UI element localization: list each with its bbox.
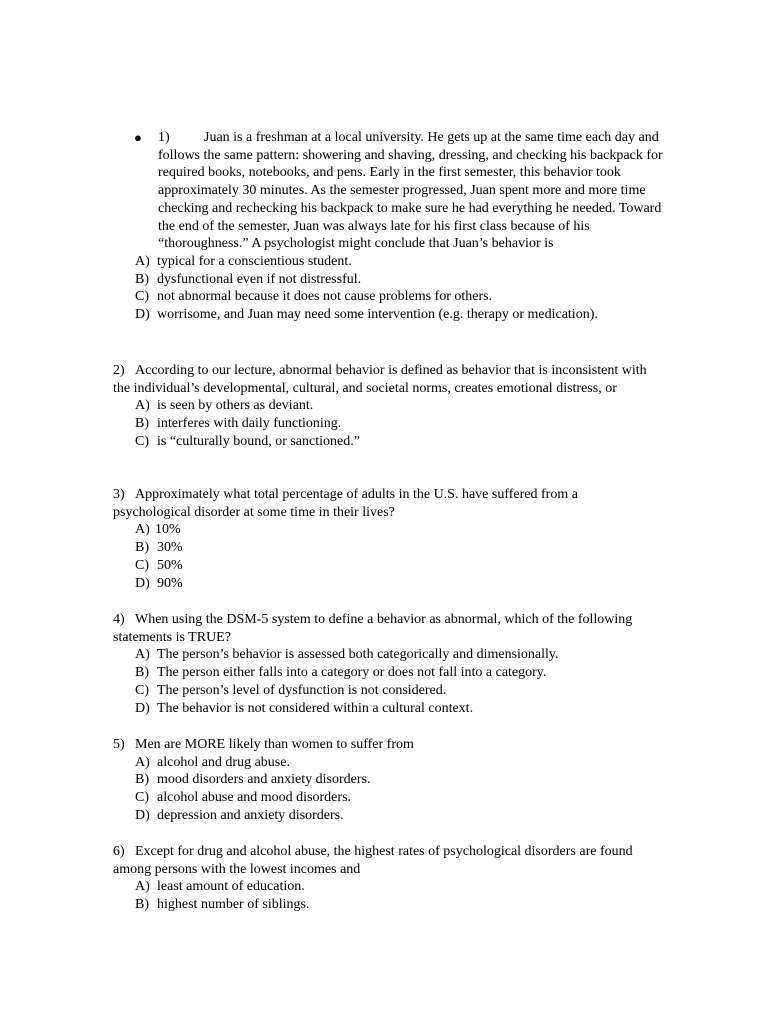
question-text: According to our lecture, abnormal behavior is defined as behavior that is inconsistent with the individual’s developmental, cultural, and societal norms, creates emotional distress, or	[113, 363, 647, 396]
question-2	[113, 362, 653, 451]
question-number: 5)	[113, 737, 125, 752]
question-1	[113, 129, 673, 324]
option-b	[135, 271, 673, 289]
option-text: 30%	[157, 540, 183, 556]
question-number: 1)	[158, 130, 170, 145]
option-label: C)	[135, 682, 149, 698]
option-label: C)	[135, 790, 149, 806]
option-b	[135, 896, 658, 914]
option-a	[135, 253, 673, 271]
question-text: Except for drug and alcohol abuse, the highest rates of psychological disorders are found among persons with the lowest incomes and	[113, 844, 633, 877]
option-c	[135, 557, 653, 575]
question-stem	[113, 843, 658, 878]
question-stem	[113, 611, 653, 646]
question-number: 2)	[113, 363, 125, 378]
question-stem	[113, 486, 653, 521]
option-c	[135, 433, 653, 451]
option-label: B)	[135, 665, 149, 681]
option-label: D)	[135, 575, 150, 591]
option-label: B)	[135, 271, 149, 287]
question-stem	[113, 362, 653, 397]
option-label: A)	[135, 647, 150, 663]
question-number: 6)	[113, 844, 125, 859]
option-label: C)	[135, 433, 149, 449]
question-6	[113, 843, 658, 914]
option-label: C)	[135, 557, 149, 573]
option-text: dysfunctional even if not distressful.	[157, 271, 362, 287]
option-text: The behavior is not considered within a cultural context.	[157, 700, 474, 716]
option-text: least amount of education.	[157, 879, 305, 895]
question-text: When using the DSM-5 system to define a behavior as abnormal, which of the following statements is TRUE?	[113, 612, 633, 645]
option-text: mood disorders and anxiety disorders.	[157, 772, 371, 788]
option-label: A)	[135, 253, 150, 269]
question-number: 4)	[113, 612, 125, 627]
question-text: Men are MORE likely than women to suffer from	[135, 737, 414, 752]
option-label: C)	[135, 289, 149, 305]
option-label: B)	[135, 897, 149, 913]
option-d	[135, 700, 653, 718]
option-label: D)	[135, 307, 150, 323]
option-label: A)	[135, 522, 150, 538]
option-label: B)	[135, 540, 149, 556]
option-label: A)	[135, 754, 150, 770]
option-label: A)	[135, 879, 150, 895]
option-list	[135, 397, 653, 450]
question-number: 3)	[113, 487, 125, 502]
option-a	[135, 646, 653, 664]
option-a	[135, 878, 658, 896]
option-text: 10%	[155, 522, 181, 538]
option-text: not abnormal because it does not cause problems for others.	[157, 289, 493, 305]
option-text: The person’s level of dysfunction is not considered.	[157, 682, 447, 698]
option-b	[135, 415, 653, 433]
option-text: alcohol abuse and mood disorders.	[157, 790, 352, 806]
option-a	[135, 521, 653, 539]
option-list	[135, 754, 653, 825]
option-a	[135, 754, 653, 772]
option-text: highest number of siblings.	[157, 897, 310, 913]
option-b	[135, 771, 653, 789]
question-3	[113, 486, 653, 592]
option-a	[135, 397, 653, 415]
option-list	[135, 521, 653, 592]
option-text: The person either falls into a category or does not fall into a category.	[157, 665, 547, 681]
option-text: worrisome, and Juan may need some intervention (e.g. therapy or medication).	[157, 307, 598, 323]
option-text: typical for a conscientious student.	[157, 253, 352, 269]
option-text: is “culturally bound, or sanctioned.”	[157, 433, 360, 449]
option-text: The person’s behavior is assessed both categorically and dimensionally.	[157, 647, 559, 663]
option-label: B)	[135, 772, 149, 788]
option-label: D)	[135, 700, 150, 716]
option-label: B)	[135, 416, 149, 432]
option-list	[135, 646, 653, 717]
question-stem: Juan is a freshman at a local university. He gets up at the same time each day and follows the same pattern: showering and shaving, dressing, and checking his backpack for required books, notebooks, and pens. Early in the first semester, this behavior took approximately 30 minutes. As the semester progressed, Juan spent more and more time checking and rechecking his backpack to make sure he had everything he needed. Toward the end of the semester, Juan was always late for his first class because of his “thoroughness.” A psychologist might conclude that Juan’s behavior is	[158, 130, 663, 252]
option-text: is seen by others as deviant.	[157, 398, 314, 414]
option-label: D)	[135, 807, 150, 823]
option-text: alcohol and drug abuse.	[157, 754, 290, 770]
question-5	[113, 736, 653, 825]
option-d	[135, 306, 673, 324]
option-text: depression and anxiety disorders.	[157, 807, 344, 823]
option-b	[135, 664, 653, 682]
option-c	[135, 682, 653, 700]
option-c	[135, 288, 673, 306]
bullet-icon: ●	[134, 130, 142, 145]
question-text: Approximately what total percentage of adults in the U.S. have suffered from a psychological disorder at some time in their lives?	[113, 487, 578, 520]
option-list	[135, 253, 673, 324]
option-b	[135, 539, 653, 557]
option-c	[135, 789, 653, 807]
option-list	[135, 878, 658, 913]
option-text: 50%	[157, 557, 183, 573]
option-d	[135, 807, 653, 825]
option-label: A)	[135, 398, 150, 414]
option-text: interferes with daily functioning.	[157, 416, 342, 432]
question-stem	[113, 736, 653, 754]
option-d	[135, 575, 653, 593]
question-4	[113, 611, 653, 717]
option-text: 90%	[157, 575, 183, 591]
